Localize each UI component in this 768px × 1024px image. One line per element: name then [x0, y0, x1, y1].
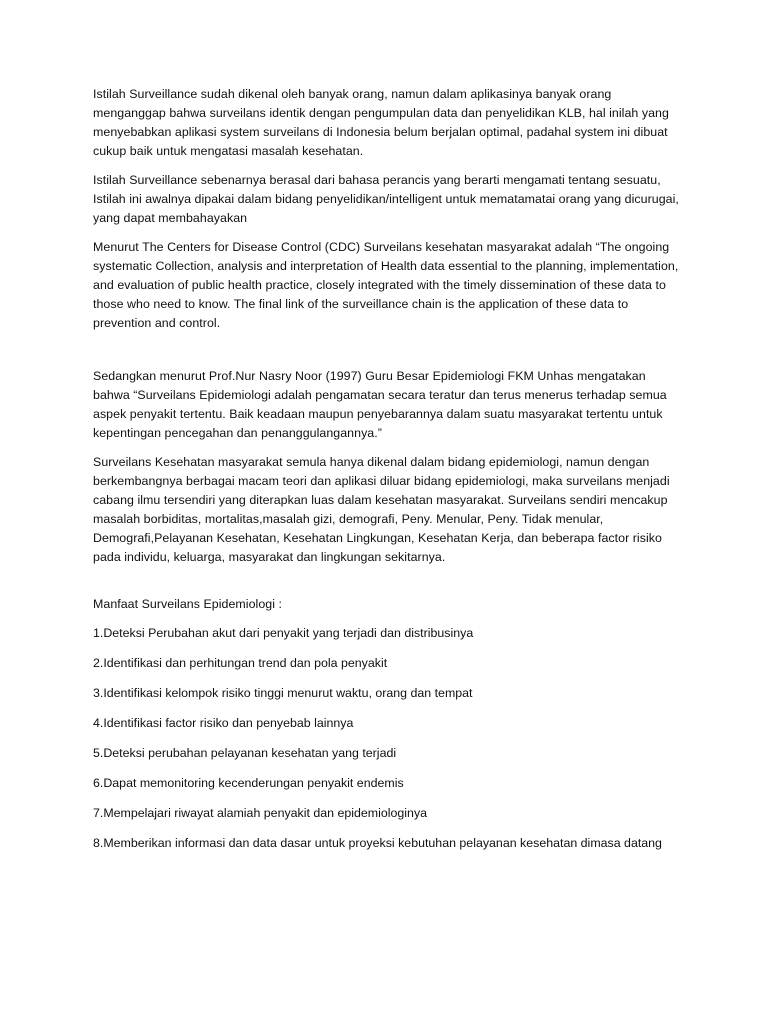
list-item: 3.Identifikasi kelompok risiko tinggi menurut waktu, orang dan tempat [93, 686, 473, 700]
list-item: 8.Memberikan informasi dan data dasar untuk proyeksi kebutuhan pelayanan kesehatan dimasa datang [93, 836, 662, 850]
paragraph-asal-istilah: Istilah Surveillance sebenarnya berasal dari bahasa perancis yang berarti mengamati tentang sesuatu, Istilah ini awalnya dipakai dalam bidang penyelidikan/intelligent untuk mematamatai orang yang dicurugai, yang dapat membahayakan [93, 173, 679, 225]
manfaat-list [93, 624, 680, 853]
list-item: 6.Dapat memonitoring kecenderungan penyakit endemis [93, 776, 404, 790]
list-item: 1.Deteksi Perubahan akut dari penyakit yang terjadi dan distribusinya [93, 626, 474, 640]
paragraph-nur-nasry-noor: Sedangkan menurut Prof.Nur Nasry Noor (1997) Guru Besar Epidemiologi FKM Unhas mengatakan bahwa “Surveilans Epidemiologi adalah pengamatan secara teratur dan terus menerus terhadap semua aspek penyakit tertentu. Baik keadaan maupun penyebarannya dalam suatu masyarakat tertentu untuk kepentingan pencegahan dan penanggulangannya.” [93, 369, 667, 440]
list-item: 4.Identifikasi factor risiko dan penyebab lainnya [93, 716, 354, 730]
list-heading: Manfaat Surveilans Epidemiologi : [93, 597, 282, 611]
list-item: 7.Mempelajari riwayat alamiah penyakit dan epidemiologinya [93, 806, 428, 820]
paragraph-cdc-definition: Menurut The Centers for Disease Control (CDC) Surveilans kesehatan masyarakat adalah “The ongoing systematic Collection, analysis and interpretation of Health data essential to the planning, implementation, and evaluation of public health practice, closely integrated with the timely dissemination of these data to those who need to know. The final link of the surveillance chain is the application of these data to prevention and control. [93, 240, 679, 330]
list-item: 5.Deteksi perubahan pelayanan kesehatan yang terjadi [93, 746, 397, 760]
paragraph-istilah-surveillance: Istilah Surveillance sudah dikenal oleh banyak orang, namun dalam aplikasinya banyak orang menganggap bahwa surveilans identik dengan pengumpulan data dan penyelidikan KLB, hal inilah yang menyebabkan aplikasi system surveilans di Indonesia belum berjalan optimal, padahal system ini dibuat cukup baik untuk mengatasi masalah kesehatan. [93, 87, 669, 158]
list-item: 2.Identifikasi dan perhitungan trend dan pola penyakit [93, 656, 388, 670]
paragraph-surveilans-kesehatan: Surveilans Kesehatan masyarakat semula hanya dikenal dalam bidang epidemiologi, namun dengan berkembangnya berbagai macam teori dan aplikasi diluar bidang epidemiologi, maka surveilans menjadi cabang ilmu tersendiri yang diterapkan luas dalam kesehatan masyarakat. Surveilans sendiri mencakup masalah borbiditas, mortalitas,masalah gizi, demografi, Peny. Menular, Peny. Tidak menular, Demografi,Pelayanan Kesehatan, Kesehatan Lingkungan, Kesehatan Kerja, dan beberapa factor risiko pada individu, keluarga, masyarakat dan lingkungan sekitarnya. [93, 455, 670, 564]
